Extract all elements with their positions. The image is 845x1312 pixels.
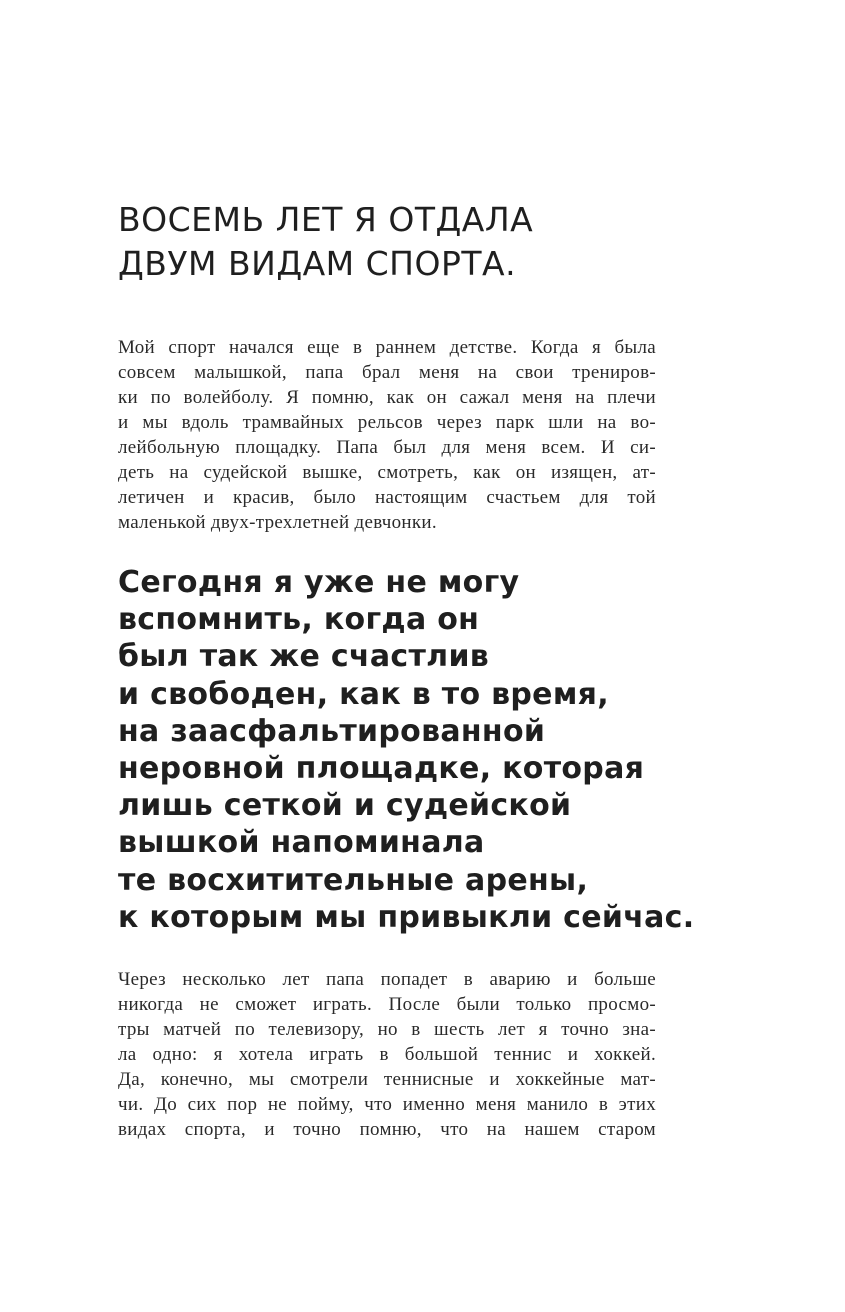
paragraph-line: маленькой двух-трехлетней девчонки. [118,512,437,533]
pull-quote-line: был так же счастлив [118,639,490,675]
pull-quote-line: и свободен, как в то время, [118,676,609,712]
pull-quote-line: те восхитительные арены, [118,862,589,898]
chapter-heading [118,198,738,286]
pull-quote-line: на заасфальтированной [118,713,546,749]
paragraph-line: совсем малышкой, папа брал меня на свои трениров- [118,362,656,383]
paragraph-line: и мы вдоль трамвайных рельсов через парк шли на во- [118,412,656,433]
paragraph-line: тры матчей по телевизору, но в шесть лет я точно зна- [118,1019,656,1040]
pull-quote [118,564,738,936]
pull-quote-line: вышкой напоминала [118,825,485,861]
paragraph-line: лейбольную площадку. Папа был для меня всем. И си- [118,437,656,458]
paragraph-line: видах спорта, и точно помню, что на нашем старом [118,1119,656,1140]
heading-line: ВОСЕМЬ ЛЕТ Я ОТДАЛА [118,200,534,239]
paragraph-line: деть на судейской вышке, смотреть, как он изящен, ат- [118,462,656,483]
paragraph-line: ки по волейболу. Я помню, как он сажал меня на плечи [118,387,656,408]
paragraph-line: чи. До сих пор не пойму, что именно меня манило в этих [118,1094,656,1115]
paragraph-line: Да, конечно, мы смотрели теннисные и хоккейные мат- [118,1069,656,1090]
paragraph-line: летичен и красив, было настоящим счастьем для той [118,487,656,508]
pull-quote-line: неровной площадке, которая [118,751,645,787]
pull-quote-line: лишь сеткой и судейской [118,788,572,824]
paragraph-line: никогда не сможет играть. После были только просмо- [118,994,656,1015]
pull-quote-line: Сегодня я уже не могу [118,565,520,600]
heading-line: ДВУМ ВИДАМ СПОРТА. [118,244,517,283]
paragraph-1 [118,335,656,535]
pull-quote-line: вспомнить, когда он [118,602,480,638]
pull-quote-line: к которым мы привыкли сейчас. [118,899,695,935]
paragraph-2 [118,967,656,1142]
paragraph-line: Мой спорт начался еще в раннем детстве. Когда я была [118,337,656,358]
paragraph-line: ла одно: я хотела играть в большой теннис и хоккей. [118,1044,656,1065]
paragraph-line: Через несколько лет папа попадет в аварию и больше [118,969,656,990]
